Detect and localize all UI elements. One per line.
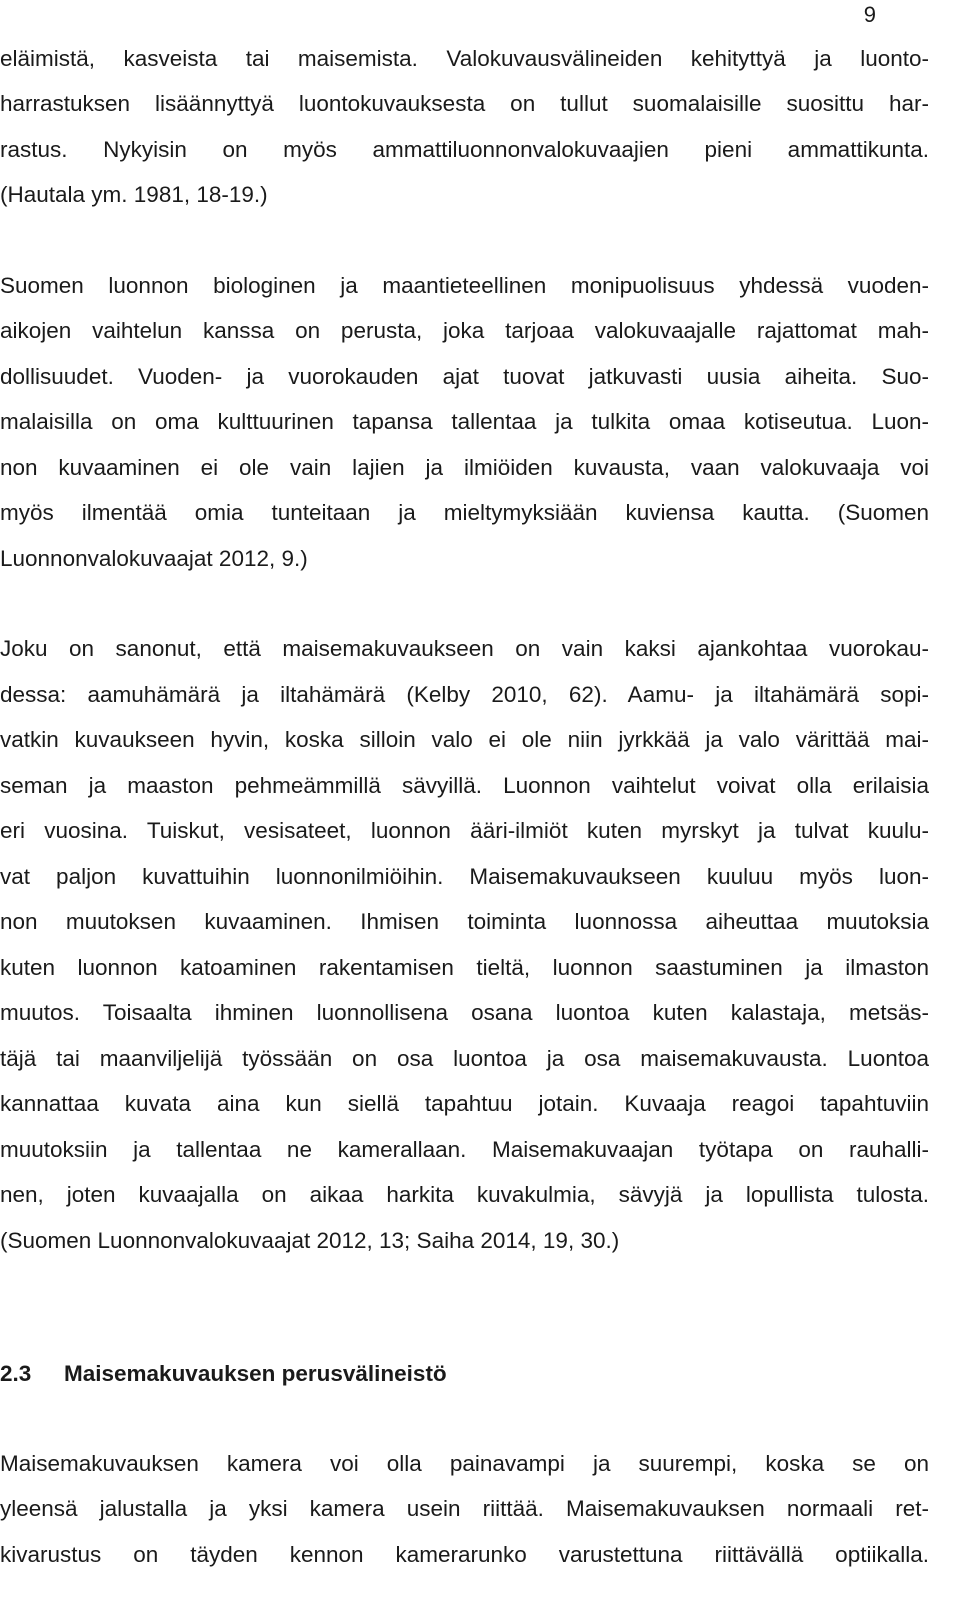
- paragraph-line: (Hautala ym. 1981, 18-19.): [0, 182, 268, 207]
- paragraph-line: eläimistä, kasveista tai maisemista. Valokuvausvälineiden kehityttyä ja luonto-: [0, 46, 929, 71]
- paragraph-line: eri vuosina. Tuiskut, vesisateet, luonnon ääri-ilmiöt kuten myrskyt ja tulvat kuulu-: [0, 818, 929, 843]
- paragraph-line: täjä tai maanviljelijä työssään on osa luontoa ja osa maisemakuvausta. Luontoa: [0, 1046, 929, 1071]
- paragraph-line: kuten luonnon katoaminen rakentamisen tieltä, luonnon saastuminen ja ilmaston: [0, 955, 929, 980]
- paragraph-line: Luonnonvalokuvaajat 2012, 9.): [0, 546, 308, 571]
- paragraph-line: nen, joten kuvaajalla on aikaa harkita kuvakulmia, sävyjä ja lopullista tulosta.: [0, 1182, 929, 1207]
- paragraph-line: non kuvaaminen ei ole vain lajien ja ilmiöiden kuvausta, vaan valokuvaaja voi: [0, 455, 929, 480]
- paragraph-line: Maisemakuvauksen kamera voi olla painavampi ja suurempi, koska se on: [0, 1451, 929, 1476]
- paragraph-line: myös ilmentää omia tunteitaan ja mieltymyksiään kuviensa kautta. (Suomen: [0, 500, 929, 525]
- paragraph-line: kivarustus on täyden kennon kamerarunko varustettuna riittävällä optiikalla.: [0, 1542, 929, 1567]
- paragraph-line: vatkin kuvaukseen hyvin, koska silloin valo ei ole niin jyrkkää ja valo värittää mai-: [0, 727, 929, 752]
- paragraph-line: vat paljon kuvattuihin luonnonilmiöihin. Maisemakuvaukseen kuuluu myös luon-: [0, 864, 929, 889]
- paragraph-line: Suomen luonnon biologinen ja maantieteellinen monipuolisuus yhdessä vuoden-: [0, 273, 929, 298]
- paragraph-line: malaisilla on oma kulttuurinen tapansa tallentaa ja tulkita omaa kotiseutua. Luon-: [0, 409, 929, 434]
- paragraph-line: Joku on sanonut, että maisemakuvaukseen on vain kaksi ajankohtaa vuorokau-: [0, 636, 929, 661]
- section-title: Maisemakuvauksen perusvälineistö: [64, 1361, 447, 1386]
- paragraph-line: muutos. Toisaalta ihminen luonnollisena osana luontoa kuten kalastaja, metsäs-: [0, 1000, 929, 1025]
- paragraph-line: rastus. Nykyisin on myös ammattiluonnonvalokuvaajien pieni ammattikunta.: [0, 137, 929, 162]
- paragraph-line: harrastuksen lisäännyttyä luontokuvauksesta on tullut suomalaisille suosittu har-: [0, 91, 929, 116]
- paragraph-line: dessa: aamuhämärä ja iltahämärä (Kelby 2010, 62). Aamu- ja iltahämärä sopi-: [0, 682, 929, 707]
- section-number: 2.3: [0, 1361, 32, 1386]
- paragraph-line: non muutoksen kuvaaminen. Ihmisen toiminta luonnossa aiheuttaa muutoksia: [0, 909, 929, 934]
- paragraph-line: yleensä jalustalla ja yksi kamera usein riittää. Maisemakuvauksen normaali ret-: [0, 1496, 929, 1521]
- section-heading: [0, 1357, 447, 1391]
- paragraph-line: aikojen vaihtelun kanssa on perusta, joka tarjoaa valokuvaajalle rajattomat mah-: [0, 318, 929, 343]
- paragraph-line: muutoksiin ja tallentaa ne kamerallaan. Maisemakuvaajan työtapa on rauhalli-: [0, 1137, 929, 1162]
- paragraph-line: dollisuudet. Vuoden- ja vuorokauden ajat tuovat jatkuvasti uusia aiheita. Suo-: [0, 364, 929, 389]
- paragraph-line: (Suomen Luonnonvalokuvaajat 2012, 13; Saiha 2014, 19, 30.): [0, 1228, 620, 1253]
- paragraph-line: kannattaa kuvata aina kun siellä tapahtuu jotain. Kuvaaja reagoi tapahtuviin: [0, 1091, 929, 1116]
- paragraph-line: seman ja maaston pehmeämmillä sävyillä. Luonnon vaihtelut voivat olla erilaisia: [0, 773, 929, 798]
- page-number: 9: [863, 2, 876, 27]
